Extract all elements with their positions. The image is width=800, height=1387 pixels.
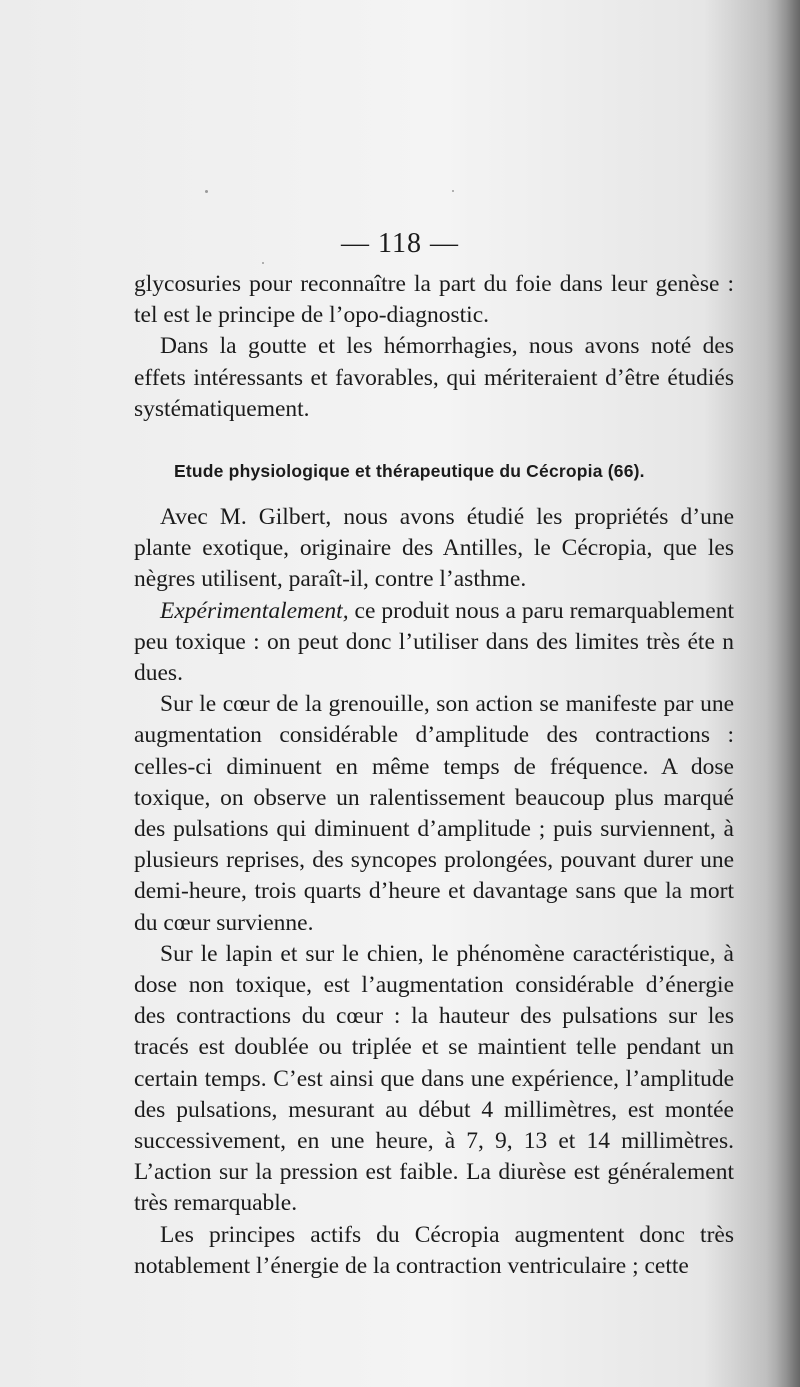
paper-speck [452,190,454,192]
paragraph-text: ce produit nous a paru remarquablement peu toxique : on peut donc l’utiliser dans des limites très éte n dues. [134,597,734,687]
paragraph: glycosuries pour reconnaître la part du foie dans leur genèse : tel est le principe de l’opo-diagnostic. [134,271,734,329]
italic-term: Expérimentalement, [160,597,349,624]
section-heading: Etude physiologique et thérapeutique du Cécropia (66). [174,461,645,482]
binding-shadow [766,0,800,1387]
paragraph [134,596,734,690]
paragraph: Avec M. Gilbert, nous avons étudié les propriétés d’une plante exotique, originaire des Antilles, le Cécropia, que les nègres utilisent, paraît-il, contre l’asthme. [134,504,734,593]
paper-speck [205,190,208,193]
paragraph: Sur le lapin et sur le chien, le phénomène caractéristique, à dose non toxique, est l’augmentation considérable d’énergie des contractions du cœur : la hauteur des pulsations sur les tracés est doublée ou triplée et se maintient telle pendant un certain temps. C’est ainsi que dans une expérience, l’amplitude des pulsations, mesurant au début 4 millimètres, est montée successivement, en une heure, à 7, 9, 13 et 14 millimètres. L’action sur la pression est faible. La diurèse est généralement très remarquable. [134,940,734,1217]
paragraph: Les principes actifs du Cécropia augmentent donc très notablement l’énergie de la contraction ventriculaire ; cette [134,1221,734,1279]
paragraph: Dans la goutte et les hémorrhagies, nous avons noté des effets intéressants et favorables, qui mériteraient d’être étudiés systématiquement. [134,333,734,422]
page-number: — 118 — [341,228,459,259]
body-text [134,269,734,1282]
paragraph: Sur le cœur de la grenouille, son action se manifeste par une augmentation considérable d’amplitude des contractions : celles-ci diminuent en même temps de fréquence. A dose toxique, on observe un ralentissement beaucoup plus marqué des pulsations qui diminuent d’amplitude ; puis surviennent, à plusieurs reprises, des syncopes prolongées, pouvant durer une demi-heure, trois quarts d’heure et davantage sans que la mort du cœur survienne. [134,691,734,936]
paper-speck [262,262,264,264]
